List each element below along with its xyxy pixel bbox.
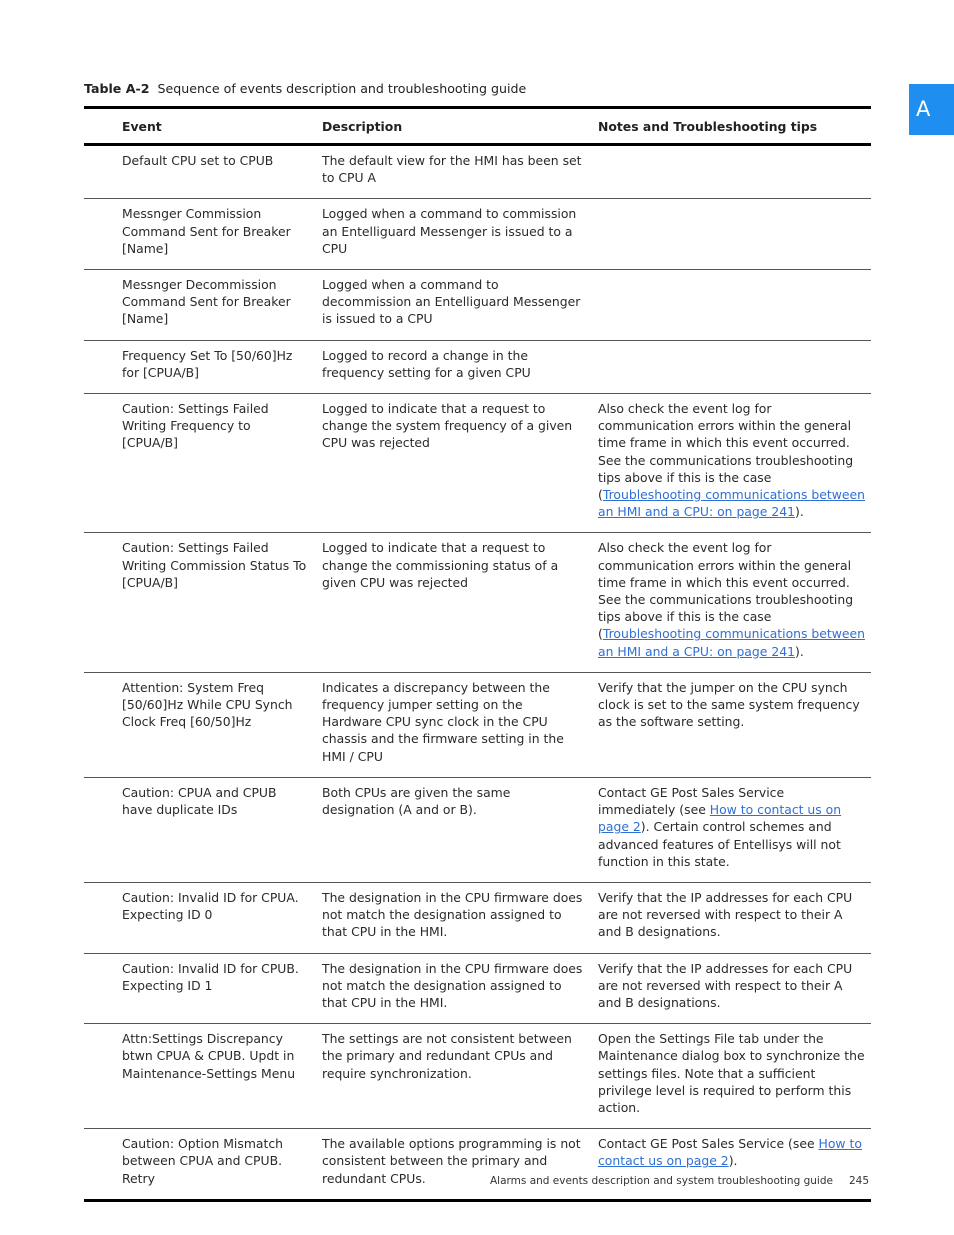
cell-event: Default CPU set to CPUB (116, 145, 316, 199)
row-spacer (84, 1129, 116, 1201)
notes-text: Also check the event log for communication errors within the general time frame in which this event occurred. See the communications troubleshooting tips above if this is the case ( (598, 401, 854, 503)
notes-text: Verify that the IP addresses for each CPU are not reversed with respect to their A and B designations. (598, 889, 853, 940)
row-spacer (84, 1024, 116, 1129)
cell-notes (592, 672, 871, 777)
table-row (84, 340, 871, 393)
notes-text: Open the Settings File tab under the Maintenance dialog box to synchronize the settings files. Note that a sufficient privilege level is required to perform this action. (598, 1031, 865, 1115)
row-spacer (84, 953, 116, 1024)
cell-description: Logged when a command to commission an Entelliguard Messenger is issued to a CPU (316, 199, 592, 270)
cross-reference-link[interactable]: How to contact us on page 2 (598, 1136, 862, 1169)
cell-notes (592, 394, 871, 533)
cell-notes (592, 1129, 871, 1201)
cell-notes (592, 270, 871, 341)
notes-text: ). (794, 643, 804, 659)
cell-description: Logged when a command to decommission an Entelliguard Messenger is issued to a CPU (316, 270, 592, 341)
cross-reference-link[interactable]: Troubleshooting communications between an HMI and a CPU: on page 241 (598, 487, 865, 520)
row-spacer (84, 672, 116, 777)
cell-notes (592, 533, 871, 672)
cell-event: Caution: CPUA and CPUB have duplicate IDs (116, 777, 316, 882)
page-footer (490, 1175, 869, 1187)
cell-description: The designation in the CPU firmware does not match the designation assigned to that CPU in the HMI. (316, 882, 592, 953)
page-number: 245 (848, 1175, 869, 1187)
cell-description: The available options programming is not consistent between the primary and redundant CPUs. (316, 1129, 592, 1201)
notes-text: Verify that the IP addresses for each CPU are not reversed with respect to their A and B designations. (598, 960, 853, 1010)
cell-event: Caution: Option Mismatch between CPUA and CPUB. Retry (116, 1129, 316, 1201)
notes-text: ). (794, 504, 804, 520)
header-event: Event (116, 108, 316, 145)
cell-description: The settings are not consistent between the primary and redundant CPUs and require synchronization. (316, 1024, 592, 1129)
cell-description: Logged to record a change in the frequency setting for a given CPU (316, 340, 592, 393)
table-row (84, 1024, 871, 1129)
notes-text: ). (728, 1153, 738, 1169)
notes-text: ). Certain control schemes and advanced features of Entellisys will not function in this state. (598, 819, 841, 869)
table-row (84, 394, 871, 533)
notes-text: Contact GE Post Sales Service immediately (see (598, 784, 785, 818)
table-row (84, 199, 871, 270)
cell-event: Attention: System Freq [50/60]Hz While CPU Synch Clock Freq [60/50]Hz (116, 672, 316, 777)
cross-reference-link[interactable]: Troubleshooting communications between an HMI and a CPU: on page 241 (598, 626, 865, 659)
header-spacer (84, 108, 116, 145)
table-row (84, 533, 871, 672)
events-table (84, 106, 871, 1202)
table-caption-text: Sequence of events description and troubleshooting guide (157, 81, 527, 96)
header-description: Description (316, 108, 592, 145)
cell-event: Caution: Invalid ID for CPUA. Expecting ID 0 (116, 882, 316, 953)
table-row (84, 1129, 871, 1201)
table-row (84, 953, 871, 1024)
cell-event: Caution: Settings Failed Writing Commission Status To [CPUA/B] (116, 533, 316, 672)
row-spacer (84, 777, 116, 882)
row-spacer (84, 199, 116, 270)
table-caption-label: Table A-2 (84, 81, 150, 96)
cell-event: Messnger Commission Command Sent for Breaker [Name] (116, 199, 316, 270)
cell-notes (592, 145, 871, 199)
table-caption (84, 80, 526, 97)
header-notes: Notes and Troubleshooting tips (592, 108, 871, 145)
row-spacer (84, 340, 116, 393)
notes-text: Contact GE Post Sales Service (see (598, 1136, 819, 1152)
notes-text: Verify that the jumper on the CPU synch clock is set to the same system frequency as the software setting. (598, 679, 860, 730)
cell-description: Logged to indicate that a request to change the system frequency of a given CPU was rejected (316, 394, 592, 533)
cell-event: Attn:Settings Discrepancy btwn CPUA & CPUB. Updt in Maintenance-Settings Menu (116, 1024, 316, 1129)
cell-notes (592, 340, 871, 393)
cell-event: Caution: Invalid ID for CPUB. Expecting ID 1 (116, 953, 316, 1024)
section-tab-a[interactable]: A (909, 84, 954, 135)
cell-description: Both CPUs are given the same designation (A and or B). (316, 777, 592, 882)
row-spacer (84, 533, 116, 672)
cell-description: The designation in the CPU firmware does not match the designation assigned to that CPU in the HMI. (316, 953, 592, 1024)
cell-notes (592, 1024, 871, 1129)
table-row (84, 145, 871, 199)
cell-notes (592, 953, 871, 1024)
table-header-row (84, 108, 871, 145)
cell-description: The default view for the HMI has been set to CPU A (316, 145, 592, 199)
table-row (84, 672, 871, 777)
row-spacer (84, 270, 116, 341)
table-row (84, 777, 871, 882)
table-row (84, 882, 871, 953)
table-row (84, 270, 871, 341)
footer-title: Alarms and events description and system troubleshooting guide (489, 1175, 833, 1187)
table-body (84, 145, 871, 1201)
cell-description: Logged to indicate that a request to change the commissioning status of a given CPU was rejected (316, 533, 592, 672)
cell-event: Caution: Settings Failed Writing Frequency to [CPUA/B] (116, 394, 316, 533)
cell-event: Messnger Decommission Command Sent for Breaker [Name] (116, 270, 316, 341)
cross-reference-link[interactable]: How to contact us on page 2 (598, 802, 842, 835)
row-spacer (84, 394, 116, 533)
notes-text: Also check the event log for communication errors within the general time frame in which this event occurred. See the communications troubleshooting tips above if this is the case ( (598, 540, 854, 642)
cell-notes (592, 199, 871, 270)
cell-description: Indicates a discrepancy between the frequency jumper setting on the Hardware CPU sync clock in the CPU chassis and the firmware setting in the HMI / CPU (316, 672, 592, 777)
cell-notes (592, 777, 871, 882)
row-spacer (84, 882, 116, 953)
cell-notes (592, 882, 871, 953)
cell-event: Frequency Set To [50/60]Hz for [CPUA/B] (116, 340, 316, 393)
row-spacer (84, 145, 116, 199)
